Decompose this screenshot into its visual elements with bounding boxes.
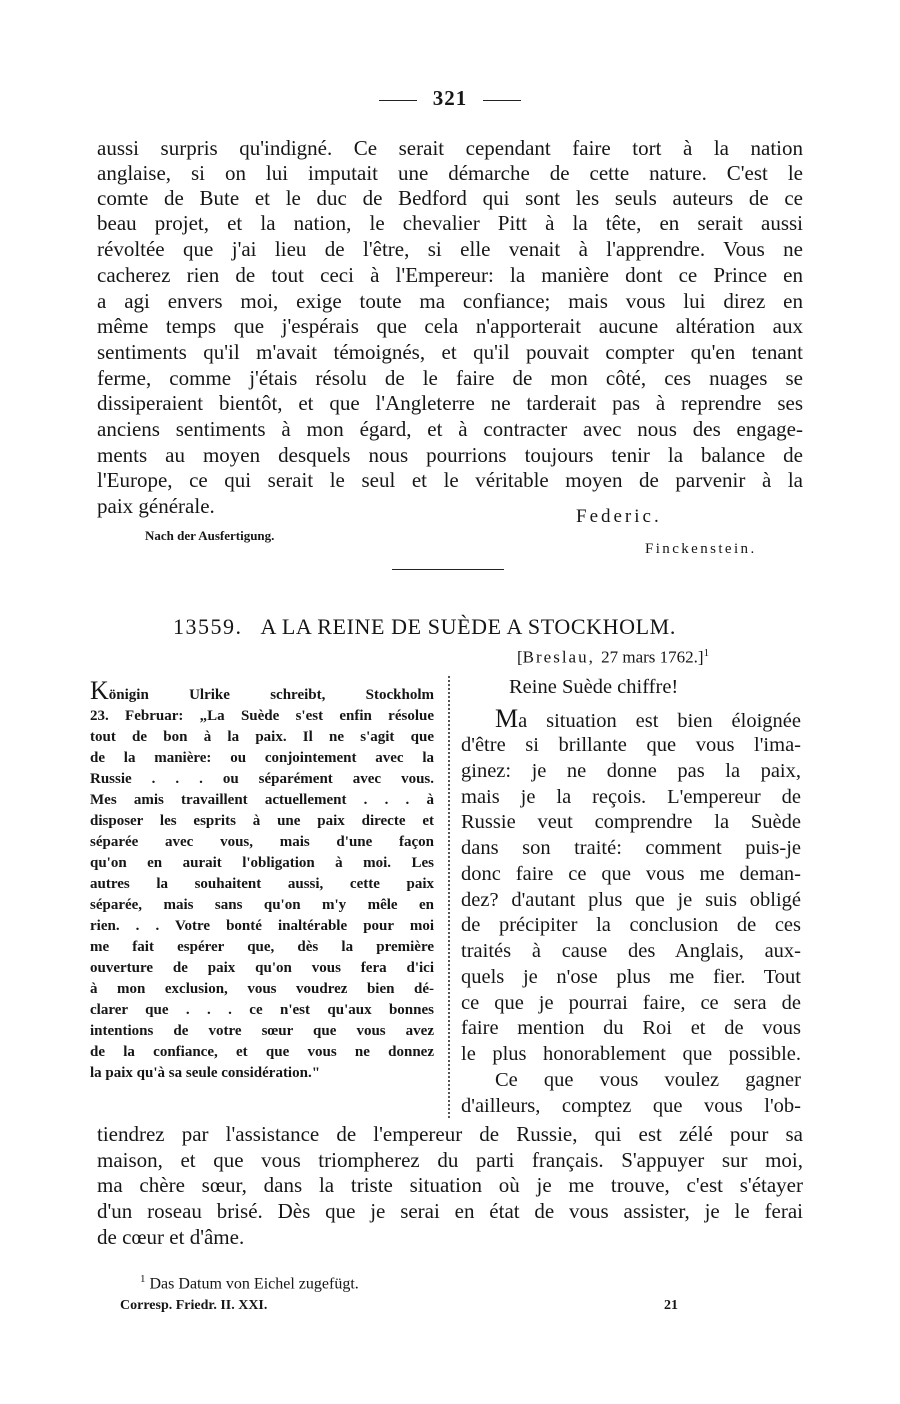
- reply-line: Ma situation est bien éloignée: [495, 704, 801, 733]
- letter1-line: révoltée que j'ai lieu de l'être, si elle venait à l'apprendre. Vous ne: [97, 237, 803, 261]
- reply-line: faire mention du Roi et de vous: [461, 1017, 801, 1039]
- queen-letter-line: disposer les esprits à une paix directe et: [90, 813, 434, 829]
- letter-number: 13559.: [173, 614, 243, 639]
- queen-letter-line: séparée, mais sans qu'on m'y mêle en: [90, 897, 434, 913]
- countersignature-finckenstein: Finckenstein.: [645, 541, 757, 557]
- reply-line: ginez: je ne donne pas la paix,: [461, 760, 801, 782]
- reply-line: mais je la reçois. L'empereur de: [461, 786, 801, 808]
- letter1-line: dissiperaient bientôt, et que l'Angleterre ne tarderait pas à reprendre ses: [97, 391, 803, 415]
- reply-line: traités à cause des Anglais, aux-: [461, 940, 801, 962]
- reply-line: Russie veut comprendre la Suède: [461, 811, 801, 833]
- reply-full-line: d'un roseau brisé. Dès que je serai en état de vous assister, je le ferai: [97, 1199, 803, 1223]
- dateline-close-bracket: ]: [697, 647, 704, 667]
- queen-letter-line: rien. . . Votre bonté inaltérable pour moi: [90, 918, 434, 934]
- reply-full-line: maison, et que vous triompherez du parti français. S'appuyer sur moi,: [97, 1148, 803, 1172]
- letter1-line: même temps que j'espérais que cela n'apporterait aucune altération aux: [97, 314, 803, 338]
- source-note: Nach der Ausfertigung.: [145, 528, 275, 543]
- letter1-line: comte de Bute et le duc de Bedford qui sont les seuls auteurs de ce: [97, 186, 803, 210]
- queen-letter-line: me fait espérer que, dès la première: [90, 939, 434, 955]
- queen-letter-line: à mon exclusion, vous voudrez bien dé-: [90, 981, 434, 997]
- reply-line: dans son traité: comment puis-je: [461, 837, 801, 859]
- footnote-text: Das Datum von Eichel zugefügt.: [149, 1275, 359, 1293]
- queen-letter-line: qu'on en aurait l'obligation à moi. Les: [90, 855, 434, 871]
- header-dash-left: [379, 100, 417, 101]
- letter1-line: a agi envers moi, exige toute ma confiance; mais vous lui direz en: [97, 289, 803, 313]
- reply-line: de précipiter la conclusion de ces: [461, 914, 801, 936]
- salutation: Reine Suède chiffre!: [509, 676, 679, 698]
- letter1-line: anglaise, si on lui imputait une démarche de cette nature. C'est le: [97, 161, 803, 185]
- page-number: 321: [432, 86, 468, 110]
- queen-letter-line: la paix qu'à sa seule considération.": [90, 1065, 321, 1081]
- section-divider: [392, 569, 504, 570]
- reply-line: d'ailleurs, comptez que vous l'ob-: [461, 1095, 801, 1117]
- letter1-line: anciens sentiments à mon égard, et à contracter avec nous des engage-: [97, 417, 803, 441]
- letter1-line: beau projet, et la nation, le chevalier Pitt à la tête, en serait aussi: [97, 211, 803, 235]
- reply-line: ce que je pourrai faire, ce sera de: [461, 992, 801, 1014]
- header-dash-right: [483, 100, 521, 101]
- queen-letter-line: autres la souhaitent aussi, cette paix: [90, 876, 434, 892]
- queen-letter-line: séparée avec vous, mais d'une façon: [90, 834, 434, 850]
- drop-cap-k: K: [90, 676, 109, 705]
- queen-letter-line: tout de bon à la paix. Il ne s'agit que: [90, 729, 434, 745]
- reply-full-line: tiendrez par l'assistance de l'empereur de Russie, qui est zélé pour sa: [97, 1122, 803, 1146]
- footer-signature-number: 21: [664, 1298, 678, 1313]
- footnote-mark: 1: [140, 1273, 146, 1285]
- letter1-line: aussi surpris qu'indigné. Ce serait cependant faire tort à la nation: [97, 136, 803, 160]
- letter-title: A LA REINE DE SUÈDE A STOCKHOLM.: [260, 614, 676, 639]
- dateline: [517, 647, 709, 668]
- reply-line: donc faire ce que vous me deman-: [461, 863, 801, 885]
- footer-series-title: Corresp. Friedr. II. XXI.: [120, 1298, 268, 1313]
- footnote: [140, 1273, 359, 1293]
- queen-letter-line: de la confiance, et que vous ne donnez: [90, 1044, 434, 1060]
- reply-line: le plus honorablement que possible.: [461, 1043, 801, 1065]
- footnote-reference: 1: [703, 647, 710, 659]
- dateline-place: Breslau,: [522, 647, 602, 667]
- queen-letter-line: Königin Ulrike schreibt, Stockholm: [90, 676, 434, 705]
- letter1-line: l'Europe, ce qui serait le seul et le véritable moyen de parvenir à la: [97, 468, 803, 492]
- queen-letter-line: 23. Februar: „La Suède s'est enfin résolue: [90, 708, 434, 724]
- queen-letter-line: Mes amis travaillent actuellement . . . à: [90, 792, 434, 808]
- queen-letter-line: de la manière: ou conjointement avec la: [90, 750, 434, 766]
- reply-line: Ce que vous voulez gagner: [495, 1069, 801, 1091]
- letter1-line: sentiments qu'il m'avait témoignés, et qu'il pouvait compter qu'en tenant: [97, 340, 803, 364]
- dateline-open-bracket: [: [517, 647, 523, 667]
- reply-full-line: ma chère sœur, dans la triste situation où je me trouve, c'est s'étayer: [97, 1173, 803, 1197]
- signature-federic: Federic.: [576, 506, 662, 527]
- letter1-line: cacherez rien de tout ceci à l'Empereur: la manière dont ce Prince en: [97, 263, 803, 287]
- queen-letter-line: clarer que . . . ce n'est qu'aux bonnes: [90, 1002, 434, 1018]
- reply-line: dez? d'autant plus que je suis obligé: [461, 889, 801, 911]
- dateline-date: 27 mars 1762.: [601, 647, 698, 667]
- column-separator: [448, 676, 450, 1118]
- reply-line: d'être si brillante que vous l'ima-: [461, 734, 801, 756]
- reply-full-line: de cœur et d'âme.: [97, 1225, 245, 1249]
- letter-heading: [173, 614, 676, 640]
- drop-cap-m: M: [495, 704, 519, 733]
- queen-letter-line: ouverture de paix qu'on vous fera d'ici: [90, 960, 434, 976]
- queen-letter-line: Russie . . . ou séparément avec vous.: [90, 771, 434, 787]
- letter1-line: ments au moyen desquels nous pourrions toujours tenir la balance de: [97, 443, 803, 467]
- page-number-header: [0, 86, 900, 111]
- letter1-line: ferme, comme j'étais résolu de le faire de mon côté, ces nuages se: [97, 366, 803, 390]
- letter1-line: paix générale.: [97, 494, 215, 518]
- reply-line: quels je n'ose plus me fier. Tout: [461, 966, 801, 988]
- queen-letter-line: intentions de votre sœur que vous avez: [90, 1023, 434, 1039]
